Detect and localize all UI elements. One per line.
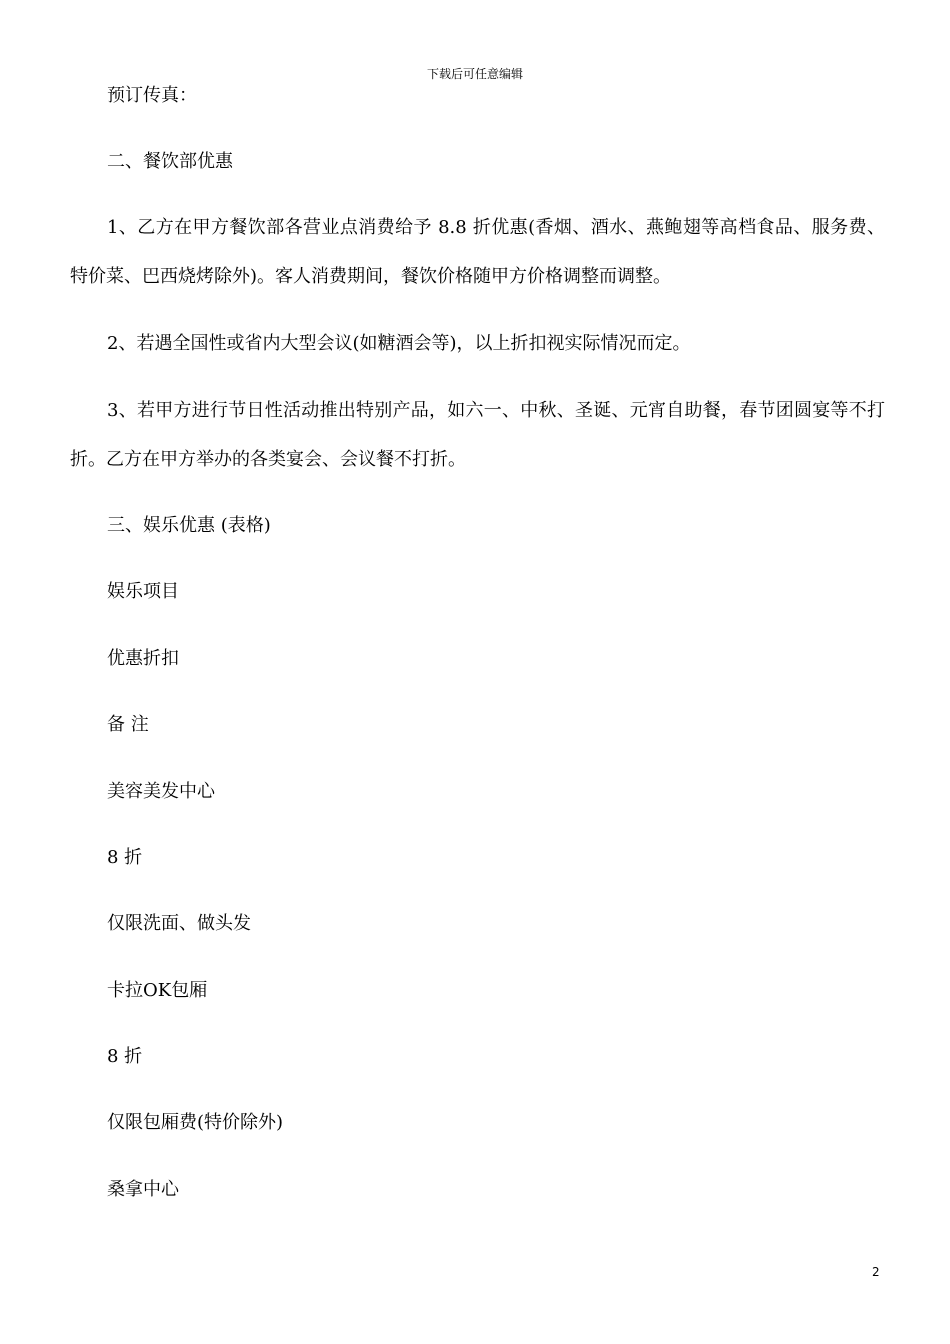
table-cell-note: 仅限洗面、做头发 <box>107 913 251 934</box>
page-header: 下载后可任意编辑 <box>426 67 523 81</box>
paragraph-item-3: 3、若甲方进行节日性活动推出特别产品，如六一、中秋、圣诞、元宵自助餐，春节团圆宴等不打折。乙方在甲方举办的各类宴会、会议餐不打折。 <box>70 400 885 470</box>
section-2-title: 二、餐饮部优惠 <box>107 151 233 172</box>
fax-label: 预订传真： <box>107 85 197 106</box>
table-header-note: 备 注 <box>107 714 149 735</box>
table-cell-note: 仅限包厢费(特价除外) <box>107 1112 284 1133</box>
table-cell-project: 卡拉OK包厢 <box>107 980 208 1001</box>
table-header-project: 娱乐项目 <box>107 581 179 602</box>
table-cell-discount: 8 折 <box>107 1046 143 1067</box>
table-cell-project: 美容美发中心 <box>107 781 215 802</box>
section-3-title: 三、娱乐优惠 (表格) <box>107 515 271 536</box>
paragraph-item-2: 2、若遇全国性或省内大型会议(如糖酒会等)，以上折扣视实际情况而定。 <box>107 333 691 354</box>
table-cell-discount: 8 折 <box>107 847 143 868</box>
table-header-discount: 优惠折扣 <box>107 648 179 669</box>
paragraph-item-1: 1、乙方在甲方餐饮部各营业点消费给予 8.8 折优惠(香烟、酒水、燕鲍翅等高档食品、服务费、特价菜、巴西烧烤除外)。客人消费期间，餐饮价格随甲方价格调整而调整。 <box>70 217 885 287</box>
table-cell-project: 桑拿中心 <box>107 1179 179 1200</box>
page-number: 2 <box>872 1265 880 1279</box>
